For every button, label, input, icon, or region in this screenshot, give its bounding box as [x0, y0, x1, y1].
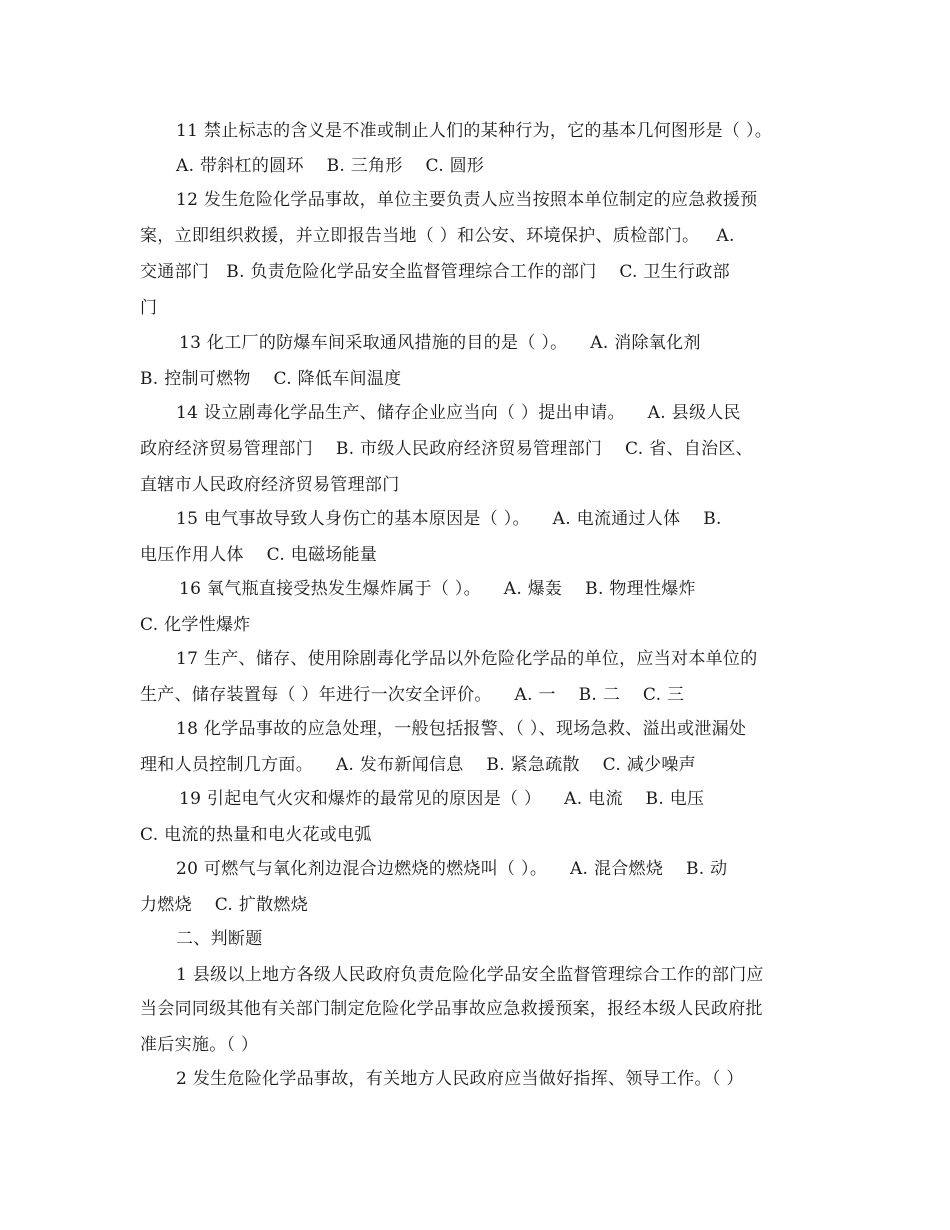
question-11-stem: 11 禁止标志的含义是不准或制止人们的某种行为，它的基本几何图形是（ ）。 [176, 121, 773, 141]
question-13-line-2: B. 控制可燃物 C. 降低车间温度 [140, 369, 402, 389]
question-19-stem: 19 引起电气火灾和爆炸的最常见的原因是（ ） A. 电流 B. 电压 [179, 789, 705, 809]
question-12-line-3: 交通部门 B. 负责危险化学品安全监督管理综合工作的部门 C. 卫生行政部 [140, 262, 730, 282]
question-15-line-2: 电压作用人体 C. 电磁场能量 [140, 545, 378, 565]
question-14-stem: 14 设立剧毒化学品生产、储存企业应当向（ ）提出申请。 A. 县级人民 [176, 403, 741, 423]
question-18-stem: 18 化学品事故的应急处理，一般包括报警、（ ）、现场急救、溢出或泄漏处 [176, 719, 747, 739]
tf-question-1-stem: 1 县级以上地方各级人民政府负责危险化学品安全监督管理综合工作的部门应 [176, 965, 764, 985]
section-heading-true-false: 二、判断题 [176, 929, 263, 949]
question-12-stem: 12 发生危险化学品事故，单位主要负责人应当按照本单位制定的应急救援预 [176, 190, 758, 210]
question-13-stem: 13 化工厂的防爆车间采取通风措施的目的是（ ）。 A. 消除氧化剂 [179, 333, 701, 353]
question-12-line-4: 门 [140, 298, 158, 318]
question-14-line-2: 政府经济贸易管理部门 B. 市级人民政府经济贸易管理部门 C. 省、自治区、 [140, 439, 753, 459]
tf-question-2-stem: 2 发生危险化学品事故，有关地方人民政府应当做好指挥、领导工作。（ ） [176, 1069, 744, 1089]
question-15-stem: 15 电气事故导致人身伤亡的基本原因是（ ）。 A. 电流通过人体 B. [176, 509, 722, 529]
question-12-line-2: 案，立即组织救援，并立即报告当地（ ）和公安、环境保护、质检部门。 A. [140, 226, 735, 246]
tf-question-1-line-2: 当会同同级其他有关部门制定危险化学品事故应急救援预案，报经本级人民政府批 [140, 999, 763, 1019]
question-17-stem: 17 生产、储存、使用除剧毒化学品以外危险化学品的单位，应当对本单位的 [176, 649, 758, 669]
question-19-line-2: C. 电流的热量和电火花或电弧 [140, 825, 372, 845]
question-11-options: A. 带斜杠的圆环 B. 三角形 C. 圆形 [176, 156, 485, 176]
question-16-line-2: C. 化学性爆炸 [140, 615, 251, 635]
question-14-line-3: 直辖市人民政府经济贸易管理部门 [140, 475, 400, 495]
question-17-line-2: 生产、储存装置每（ ）年进行一次安全评价。 A. 一 B. 二 C. 三 [140, 685, 685, 705]
question-16-stem: 16 氧气瓶直接受热发生爆炸属于（ ）。 A. 爆轰 B. 物理性爆炸 [179, 579, 696, 599]
question-20-stem: 20 可燃气与氧化剂边混合边燃烧的燃烧叫（ ）。 A. 混合燃烧 B. 动 [176, 859, 728, 879]
question-20-line-2: 力燃烧 C. 扩散燃烧 [140, 895, 309, 915]
tf-question-1-line-3: 准后实施。（ ） [140, 1035, 259, 1055]
question-18-line-2: 理和人员控制几方面。 A. 发布新闻信息 B. 紧急疏散 C. 减少噪声 [140, 755, 696, 775]
